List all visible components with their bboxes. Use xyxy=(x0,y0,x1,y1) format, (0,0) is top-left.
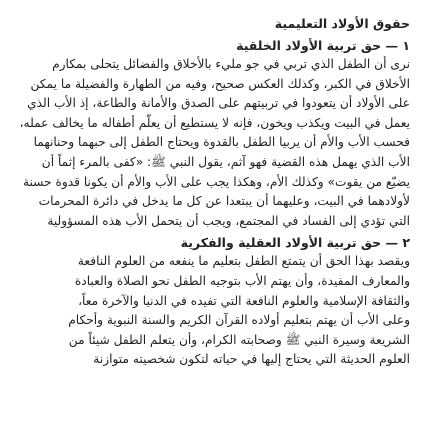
paragraph-line: يعمل في البيت ويكذب ويخون، فإنه لا يستطيع أن يعلّم أطفاله ما يخالف عمله، xyxy=(20,115,410,130)
paragraph-line: الأب الذي يهمل هذه القضية فهو آثم، يقول النبي ﷺ: «كفى بالمرء إثماً أن xyxy=(41,154,410,169)
paragraph-line: العلوم الحديثة التي يحتاج إليها في حياته لتكون شخصيته متوازنة xyxy=(93,352,410,367)
page-title: حقوق الأولاد التعليمية xyxy=(274,16,410,31)
section-2 xyxy=(20,233,410,370)
paragraph-line: على الأولاد أن يتعودوا في تربيتهم على الصدق والأمانة والطاعة، إذ الأب الذي xyxy=(27,96,410,111)
paragraph-line: لأولادهما في البيت، وعليهما أن يبتعدا عن كل ما يدخل في دائرة المحرمات xyxy=(38,194,410,209)
paragraph-line: الأخلاق في الكبر، وكذلك العكس صحيح، وفيه من الطهارة والفضيلة ما يمكن xyxy=(30,76,410,91)
paragraph-line: ويقصد بهذا الحق أن يتمتع الطفل بتعليم ما ينفعه من العلوم النافعة xyxy=(77,254,410,269)
paragraph-line: الشريعة وسيرة النبي ﷺ وصحابته الكرام، وأن يتعلم الطفل شيئاً من xyxy=(68,332,410,347)
paragraph-line: والثقافة الإسلامية والعلوم النافعة التي تفيده في الدنيا والآخرة معاً، xyxy=(78,293,410,308)
paragraph-line: وعلى الأب أن يهتم بتعليم أولاده القرآن الكريم والسنة النبوية وأحكام xyxy=(68,313,410,328)
section-paragraph xyxy=(20,252,410,370)
section-heading: ٢ — حق تربية الأولاد العقلية والفكرية xyxy=(180,235,410,251)
section-paragraph xyxy=(20,55,410,231)
paragraph-line: نرى أن الطفل الذي تربي في جو مليء بالأخلاق والفضائل يتحلى بمكارم xyxy=(52,57,410,71)
paragraph-line: التي تؤدي إلى الفساد في المجتمع، ويجب أن يتحمل الأب هذه المسؤولية xyxy=(47,213,410,228)
paragraph-line: يضيّع من يقوت» وكذلك الأم، وهكذا يجب على الأب والأم أن يكونا قدوة حسنة xyxy=(22,174,410,189)
section-1 xyxy=(20,36,410,231)
paragraph-line: والمعارف المفيدة، وأن يهتم الأب بتوجيه الطفل نحو الصلاة والعبادة xyxy=(74,273,410,288)
paragraph-line: فحسب الأب والأم أن يربيا الطفل بالقدوة ويحتاج الطفل إلى حبهما وحنانهما xyxy=(33,135,410,150)
section-heading: ١ — حق تربية الأولاد الخلقية xyxy=(236,38,410,53)
